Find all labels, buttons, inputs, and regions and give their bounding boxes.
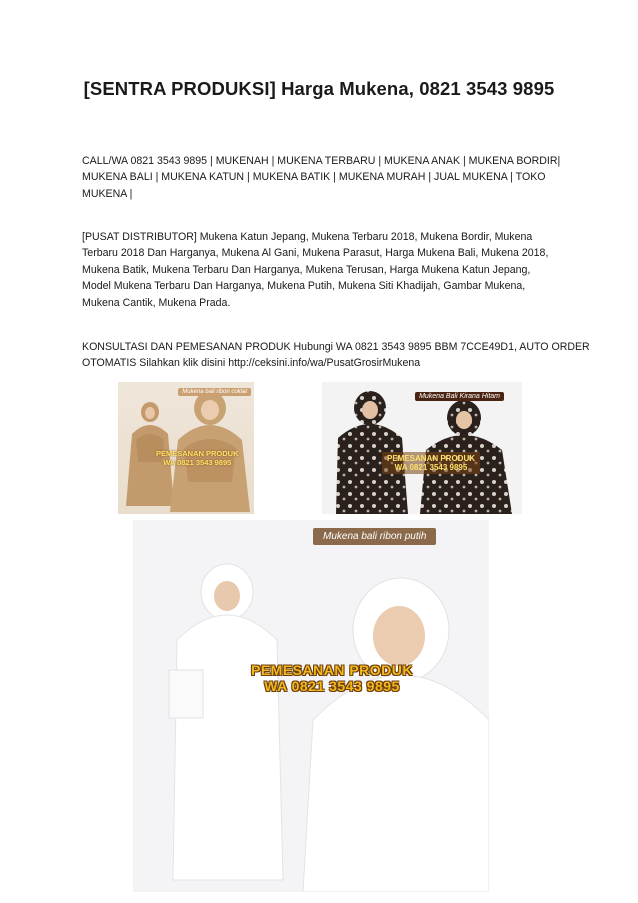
text-line: Model Mukena Terbaru Dan Harganya, Mukena Putih, Mukena Siti Khadijah, Gambar Mukena, bbox=[82, 280, 526, 293]
stamp-line: WA 0821 3543 9895 bbox=[394, 463, 468, 473]
document-title: [SENTRA PRODUKSI] Harga Mukena, 0821 3543 9895 bbox=[83, 78, 555, 99]
stamp-line: WA 0821 3543 9895 bbox=[264, 678, 400, 695]
distributor-paragraph bbox=[82, 229, 558, 311]
text-line: Terbaru 2018 Dan Harganya, Mukena Al Gani, Mukena Parasut, Harga Mukena Bali, Mukena 2018, bbox=[82, 247, 549, 260]
white-mukena-figures bbox=[133, 520, 489, 892]
product-photo-tan-mukena bbox=[118, 382, 254, 514]
keywords-paragraph bbox=[82, 153, 561, 202]
photo-caption: Mukena bali ribon coklat bbox=[178, 388, 251, 396]
text-line: Mukena Batik, Mukena Terbaru Dan Harganya, Mukena Terusan, Harga Mukena Katun Jepang, bbox=[82, 263, 531, 276]
text-line: MUKENA | bbox=[82, 187, 133, 200]
order-stamp bbox=[251, 662, 413, 694]
photo-caption: Mukena Bali Kirana Hitam bbox=[415, 392, 504, 401]
contact-paragraph bbox=[82, 339, 590, 372]
text-line: CALL/WA 0821 3543 9895 | MUKENAH | MUKENA TERBARU | MUKENA ANAK | MUKENA BORDIR| bbox=[82, 155, 561, 167]
stamp-line: PEMESANAN PRODUK bbox=[156, 449, 239, 458]
text-line: OTOMATIS Silahkan klik disini http://ceksini.info/wa/PusatGrosirMukena bbox=[82, 357, 421, 370]
order-stamp bbox=[382, 452, 480, 474]
stamp-line: PEMESANAN PRODUK bbox=[387, 454, 476, 463]
product-photo-black-mukena bbox=[322, 382, 522, 514]
text-line: Mukena Cantik, Mukena Prada. bbox=[82, 296, 231, 309]
text-line: MUKENA BALI | MUKENA KATUN | MUKENA BATIK | MUKENA MURAH | JUAL MUKENA | TOKO bbox=[82, 171, 546, 184]
photo-caption: Mukena bali ribon putih bbox=[313, 528, 436, 545]
stamp-line: PEMESANAN PRODUK bbox=[251, 662, 414, 678]
tan-mukena-figures bbox=[118, 382, 254, 514]
text-line: KONSULTASI DAN PEMESANAN PRODUK Hubungi WA 0821 3543 9895 BBM 7CCE49D1, AUTO ORDER bbox=[82, 341, 590, 353]
black-mukena-figures bbox=[322, 382, 522, 514]
stamp-line: WA 0821 3543 9895 bbox=[163, 457, 232, 467]
text-line: [PUSAT DISTRIBUTOR] Mukena Katun Jepang, Mukena Terbaru 2018, Mukena Bordir, Mukena bbox=[82, 231, 533, 243]
order-stamp bbox=[156, 450, 239, 467]
product-photo-white-mukena bbox=[133, 520, 489, 892]
